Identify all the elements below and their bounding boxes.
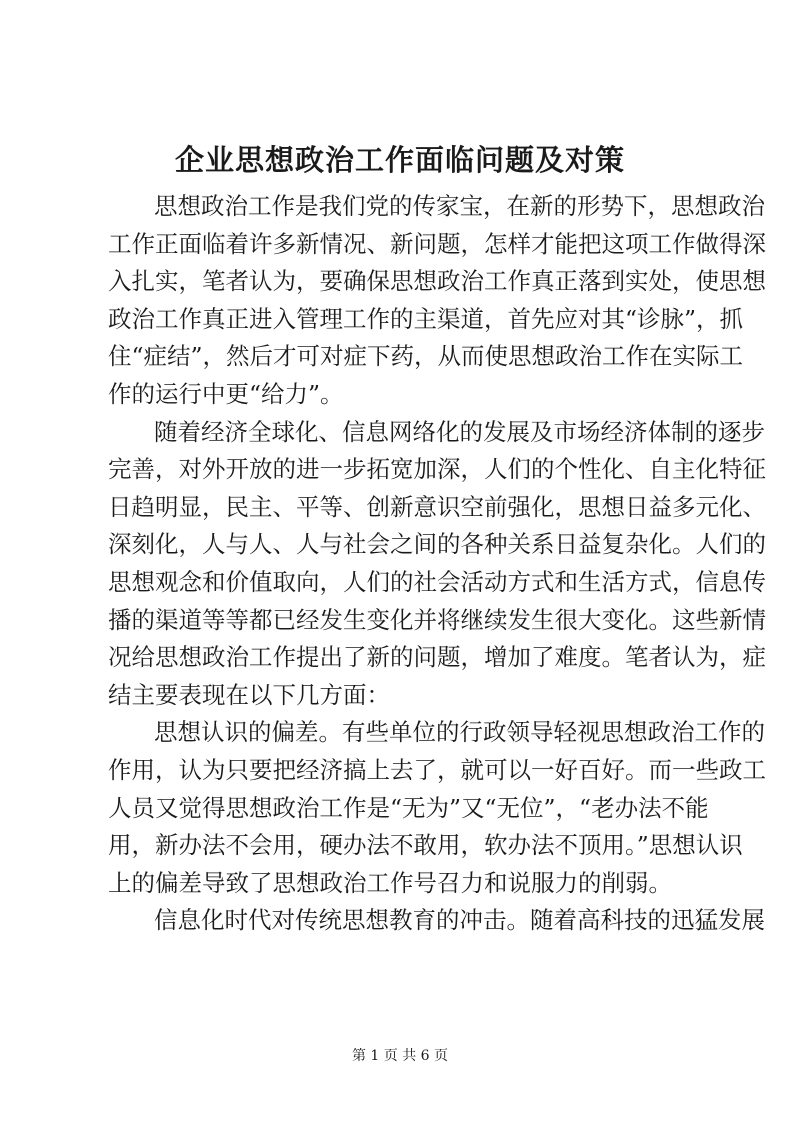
paragraph-1-line-5: 住“症结”，然后才可对症下药，从而使思想政治工作在实际工 xyxy=(108,342,744,371)
paragraph-4-line-1: 信息化时代对传统思想教育的冲击。随着高科技的迅猛发展 xyxy=(154,906,765,935)
paragraph-2-line-8: 结主要表现在以下几方面： xyxy=(108,680,390,709)
paragraph-2-line-3: 日趋明显，民主、平等、创新意识空前强化，思想日益多元化、 xyxy=(108,492,766,521)
paragraph-3-line-1: 思想认识的偏差。有些单位的行政领导轻视思想政治工作的 xyxy=(154,718,765,747)
paragraph-2-line-5: 思想观念和价值取向，人们的社会活动方式和生活方式，信息传 xyxy=(108,567,766,596)
paragraph-3-line-5: 上的偏差导致了思想政治工作号召力和说服力的削弱。 xyxy=(108,868,672,897)
paragraph-2-line-1: 随着经济全球化、信息网络化的发展及市场经济体制的逐步 xyxy=(154,417,765,446)
paragraph-3-line-2: 作用，认为只要把经济搞上去了，就可以一好百好。而一些政工 xyxy=(108,755,766,784)
paragraph-3-line-4: 用，新办法不会用，硬办法不敢用，软办法不顶用。”思想认识 xyxy=(108,831,743,860)
paragraph-2-line-6: 播的渠道等等都已经发生变化并将继续发生很大变化。这些新情 xyxy=(108,605,766,634)
paragraph-2-line-2: 完善，对外开放的进一步拓宽加深，人们的个性化、自主化特征 xyxy=(108,455,766,484)
paragraph-2-line-7: 况给思想政治工作提出了新的问题，增加了难度。笔者认为，症 xyxy=(108,643,766,672)
paragraph-1-line-2: 工作正面临着许多新情况、新问题，怎样才能把这项工作做得深 xyxy=(108,229,766,258)
paragraph-2-line-4: 深刻化，人与人、人与社会之间的各种关系日益复杂化。人们的 xyxy=(108,530,766,559)
document-title: 企业思想政治工作面临问题及对策 xyxy=(174,143,625,177)
paragraph-1-line-4: 政治工作真正进入管理工作的主渠道，首先应对其“诊脉”，抓 xyxy=(108,304,744,333)
page-footer: 第 1 页 共 6 页 xyxy=(351,1048,449,1064)
paragraph-1-line-6: 作的运行中更“给力”。 xyxy=(108,379,344,408)
paragraph-3-line-3: 人员又觉得思想政治工作是“无为”又“无位”，“老办法不能 xyxy=(108,793,709,822)
paragraph-1-line-3: 入扎实，笔者认为，要确保思想政治工作真正落到实处，使思想 xyxy=(108,267,766,296)
paragraph-1-line-1: 思想政治工作是我们党的传家宝，在新的形势下，思想政治 xyxy=(154,192,765,220)
document-body xyxy=(108,188,766,940)
